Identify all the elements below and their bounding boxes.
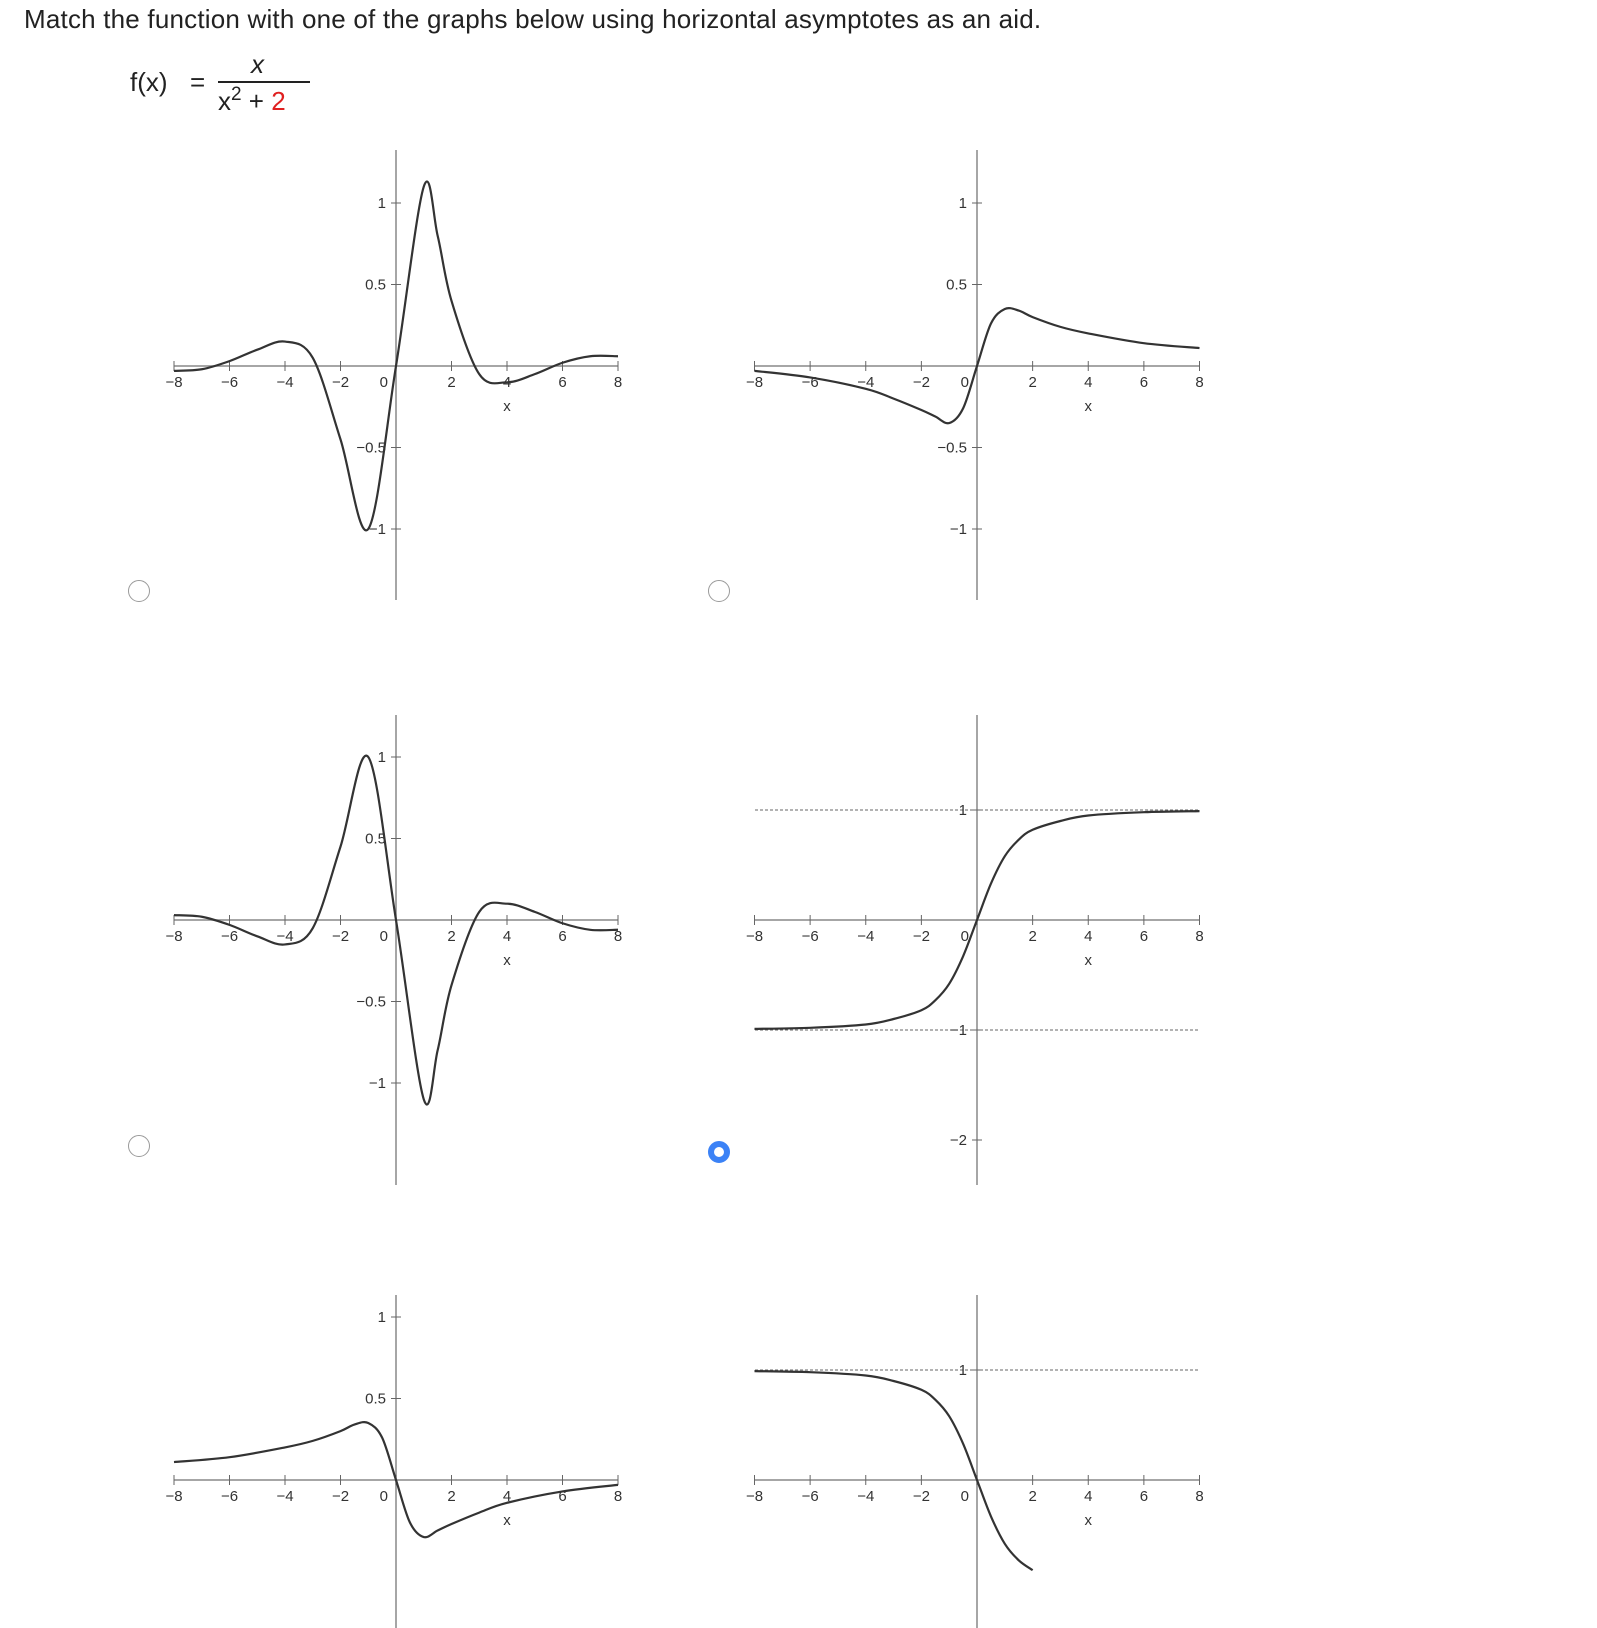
x-tick-label-b: 8	[1195, 374, 1204, 391]
x-tick-label-d: 8	[1195, 928, 1204, 945]
y-tick-label-f: 1	[958, 1362, 967, 1379]
y-tick-label-a: 1	[377, 195, 386, 212]
x-tick-label-e: −6	[220, 1488, 239, 1505]
x-axis-label-a: x	[503, 398, 511, 415]
x-tick-label-a: −8	[165, 374, 183, 391]
function-lhs: f(x)	[130, 67, 168, 97]
denominator-base: x	[218, 86, 231, 116]
x-tick-label-a: 0	[379, 374, 388, 391]
x-tick-label-e: 0	[379, 1488, 388, 1505]
equals-sign: =	[190, 67, 206, 97]
x-tick-label-f: 2	[1028, 1488, 1037, 1505]
x-tick-label-b: −4	[857, 374, 875, 391]
y-tick-label-a: −1	[368, 521, 386, 538]
x-tick-label-e: −4	[276, 1488, 294, 1505]
x-tick-label-f: −2	[912, 1488, 930, 1505]
x-tick-label-f: −6	[801, 1488, 819, 1505]
x-tick-label-a: 8	[613, 374, 623, 391]
x-tick-label-d: −2	[912, 928, 930, 945]
x-tick-label-a: 4	[502, 374, 512, 391]
x-tick-label-f: 6	[1139, 1488, 1149, 1505]
x-tick-label-d: 6	[1139, 928, 1149, 945]
x-tick-label-e: 4	[502, 1488, 512, 1505]
x-tick-label-c: 0	[379, 928, 388, 945]
x-tick-label-d: −6	[801, 928, 819, 945]
x-axis-label-f: x	[1084, 1512, 1092, 1529]
x-tick-label-b: 0	[960, 374, 969, 391]
x-tick-label-c: −8	[165, 928, 183, 945]
x-axis-label-d: x	[1084, 952, 1092, 969]
x-axis-label-c: x	[503, 952, 511, 969]
x-tick-label-b: 2	[1028, 374, 1037, 391]
x-tick-label-c: −4	[276, 928, 294, 945]
x-tick-label-f: −4	[857, 1488, 875, 1505]
denominator-plus: +	[241, 86, 272, 116]
x-tick-label-f: 4	[1084, 1488, 1093, 1505]
x-tick-label-e: 8	[613, 1488, 623, 1505]
y-tick-label-a: 0.5	[365, 276, 386, 294]
y-tick-label-b: −1	[949, 521, 967, 538]
x-axis-label-e: x	[503, 1512, 511, 1529]
x-tick-label-d: 4	[1084, 928, 1093, 945]
y-tick-label-a: −0.5	[356, 439, 386, 457]
y-tick-label-b: 0.5	[946, 276, 967, 294]
x-tick-label-c: −6	[220, 928, 239, 945]
x-tick-label-a: −2	[331, 374, 350, 391]
y-tick-label-b: 1	[958, 195, 967, 212]
y-tick-label-d: −2	[949, 1132, 967, 1149]
y-tick-label-e: 1	[377, 1309, 386, 1326]
x-tick-label-a: 6	[558, 374, 567, 391]
x-tick-label-b: −2	[912, 374, 930, 391]
y-tick-label-c: 1	[377, 749, 386, 766]
x-tick-label-b: 6	[1139, 374, 1149, 391]
x-tick-label-c: −2	[331, 928, 350, 945]
radio-choice-d[interactable]	[708, 1141, 730, 1163]
x-tick-label-e: −2	[331, 1488, 350, 1505]
denominator-exponent: 2	[231, 84, 242, 105]
x-tick-label-b: 4	[1084, 374, 1093, 391]
y-tick-label-e: 0.5	[365, 1390, 386, 1408]
x-tick-label-f: 0	[960, 1488, 969, 1505]
x-tick-label-a: −6	[220, 374, 239, 391]
x-tick-label-f: 8	[1195, 1488, 1204, 1505]
radio-choice-b[interactable]	[708, 580, 730, 602]
y-tick-label-b: −0.5	[937, 439, 967, 457]
x-tick-label-b: −8	[745, 374, 764, 391]
radio-choice-a[interactable]	[128, 580, 150, 602]
x-tick-label-a: −4	[276, 374, 294, 391]
x-tick-label-e: 6	[558, 1488, 567, 1505]
x-tick-label-c: 8	[613, 928, 623, 945]
y-tick-label-d: −1	[949, 1022, 967, 1039]
x-tick-label-d: 0	[960, 928, 969, 945]
y-tick-label-d: 1	[958, 802, 967, 819]
x-tick-label-d: −4	[857, 928, 875, 945]
x-tick-label-c: 6	[558, 928, 567, 945]
x-tick-label-c: 4	[502, 928, 512, 945]
x-axis-label-b: x	[1084, 398, 1092, 415]
radio-choice-c[interactable]	[128, 1135, 150, 1157]
y-tick-label-c: −1	[368, 1075, 386, 1092]
x-tick-label-b: −6	[801, 374, 819, 391]
denominator-constant: 2	[271, 86, 286, 116]
x-tick-label-f: −8	[745, 1488, 764, 1505]
question-prompt: Match the function with one of the graphs below using horizontal asymptotes as an aid.	[24, 4, 1042, 34]
x-tick-label-c: 2	[447, 928, 456, 945]
x-tick-label-d: −8	[745, 928, 764, 945]
x-tick-label-e: 2	[447, 1488, 456, 1505]
x-tick-label-a: 2	[447, 374, 456, 391]
x-tick-label-e: −8	[165, 1488, 183, 1505]
x-tick-label-d: 2	[1028, 928, 1037, 945]
numerator: x	[251, 49, 264, 79]
y-tick-label-c: 0.5	[365, 830, 386, 848]
y-tick-label-c: −0.5	[356, 993, 386, 1011]
curve-f	[755, 1371, 1033, 1570]
